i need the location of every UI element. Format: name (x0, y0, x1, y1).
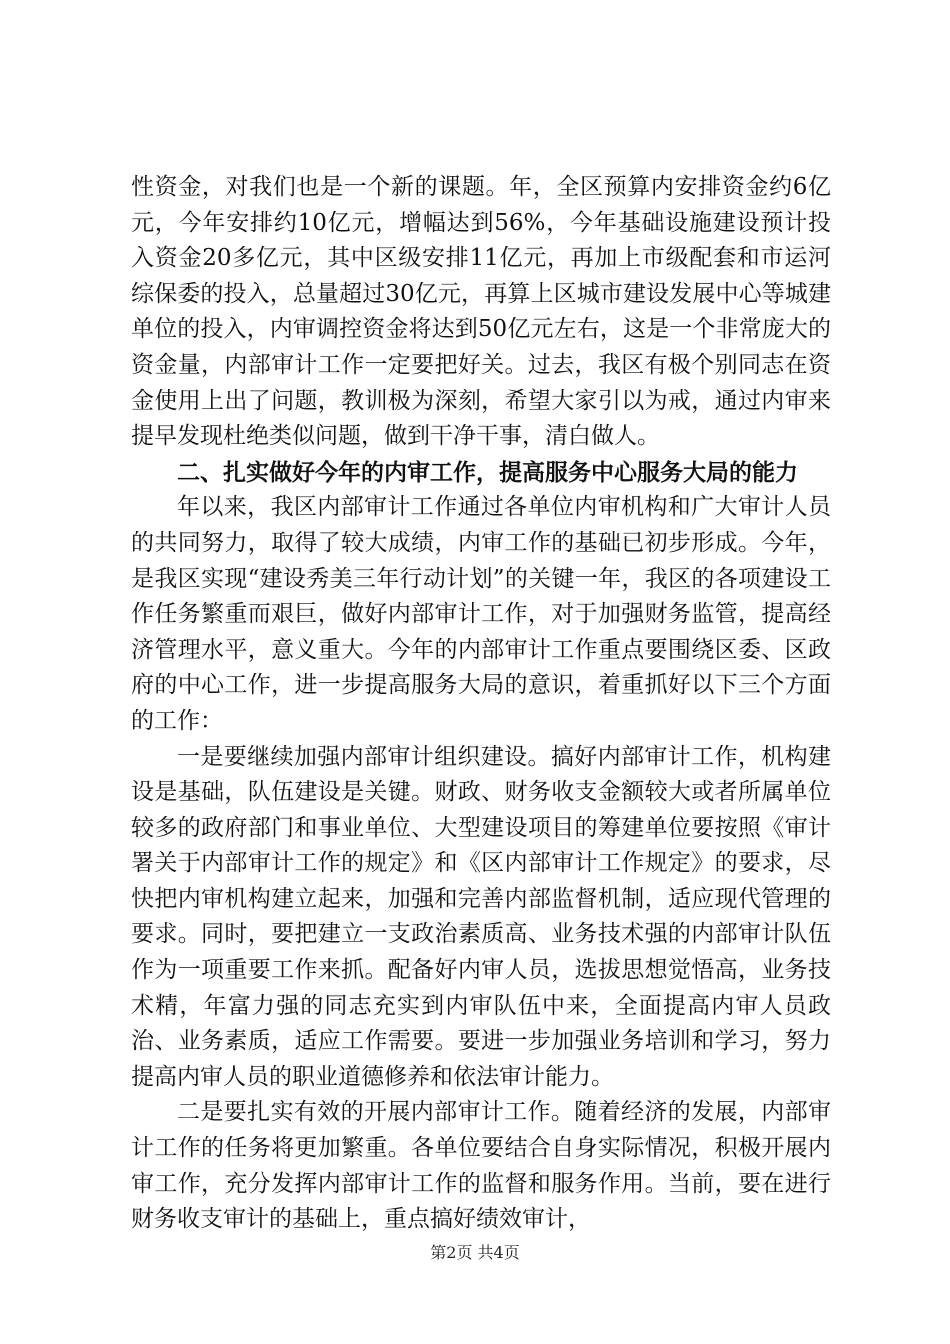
paragraph-2: 年以来，我区内部审计工作通过各单位内审机构和广大审计人员的共同努力，取得了较大成绩，内审工作的基础已初步形成。今年，是我区实现“建设秀美三年行动计划”的关键一年，我区的各项建设工作任务繁重而艰巨，做好内部审计工作，对于加强财务监管，提高经济管理水平，意义重大。今年的内部审计工作重点要围绕区委、区政府的中心工作，进一步提高服务大局的意识，着重抓好以下三个方面的工作： (131, 494, 831, 734)
paragraph-4: 二是要扎实有效的开展内部审计工作。随着经济的发展，内部审计工作的任务将更加繁重。各单位要结合自身实际情况，积极开展内审工作，充分发挥内部审计工作的监督和服务作用。当前，要在进行财务收支审计的基础上，重点搞好绩效审计， (131, 1099, 831, 1233)
paragraph-1: 性资金，对我们也是一个新的课题。年，全区预算内安排资金约6亿元，今年安排约10亿元，增幅达到56%，今年基础设施建设预计投入资金20多亿元，其中区级安排11亿元，再加上市级配套和市运河综保委的投入，总量超过30亿元，再算上区城市建设发展中心等城建单位的投入，内审调控资金将达到50亿元左右，这是一个非常庞大的资金量，内部审计工作一定要把好关。过去，我区有极个别同志在资金使用上出了问题，教训极为深刻，希望大家引以为戒，通过内审来提早发现杜绝类似问题，做到干净干事，清白做人。 (131, 174, 831, 450)
section-heading-2: 二、扎实做好今年的内审工作，提高服务中心服务大局的能力 (177, 458, 798, 486)
page-footer: 第2页 共4页 (430, 1243, 520, 1262)
paragraph-3: 一是要继续加强内部审计组织建设。搞好内部审计工作，机构建设是基础，队伍建设是关键。财政、财务收支金额较大或者所属单位较多的政府部门和事业单位、大型建设项目的筹建单位要按照《审计署关于内部审计工作的规定》和《区内部审计工作规定》的要求，尽快把内审机构建立起来，加强和完善内部监督机制，适应现代管理的要求。同时，要把建立一支政治素质高、业务技术强的内部审计队伍作为一项重要工作来抓。配备好内审人员，选拔思想觉悟高，业务技术精，年富力强的同志充实到内审队伍中来，全面提高内审人员政治、业务素质，适应工作需要。要进一步加强业务培训和学习，努力提高内审人员的职业道德修养和依法审计能力。 (131, 743, 831, 1090)
document-body (131, 170, 831, 1238)
